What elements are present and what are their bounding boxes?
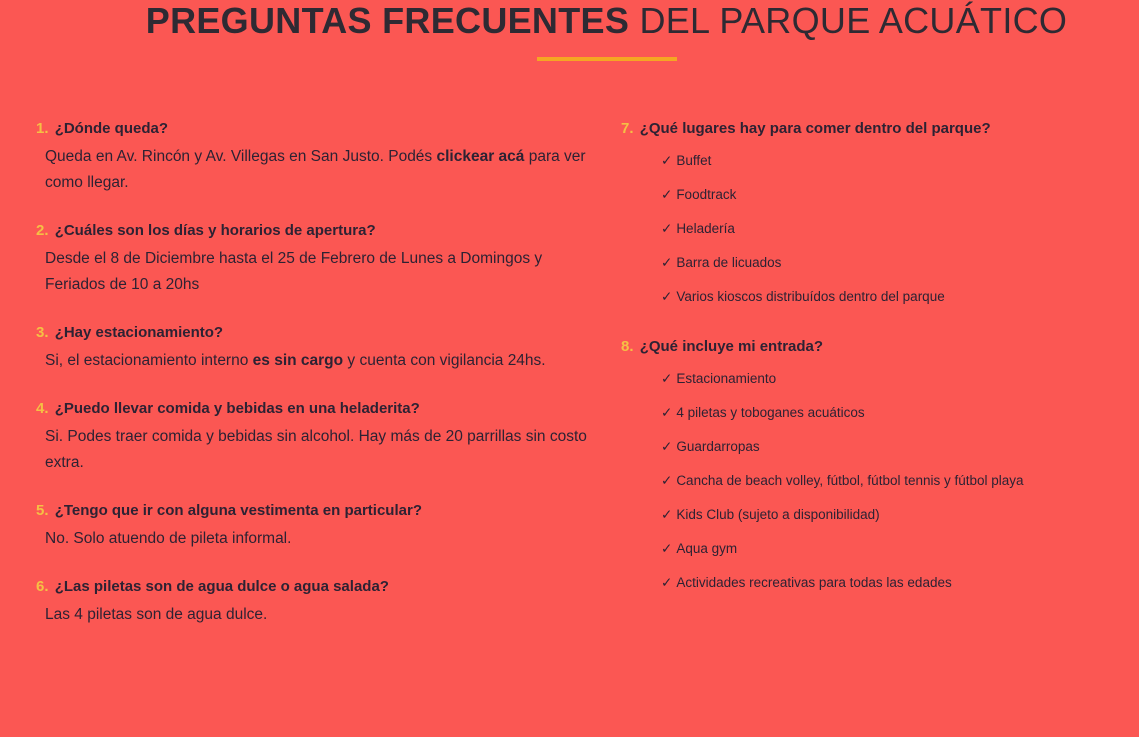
check-icon: ✓: [661, 255, 673, 270]
faq-answer: [45, 348, 596, 374]
faq-question: [36, 220, 596, 242]
check-icon: ✓: [661, 187, 673, 202]
faq-answer-text: Si, el estacionamiento interno: [45, 352, 253, 369]
faq-question: [36, 118, 596, 140]
check-icon: ✓: [661, 575, 673, 590]
list-item: [661, 246, 1121, 280]
page-title-rest: DEL PARQUE ACUÁTICO: [629, 0, 1068, 41]
list-item: [661, 362, 1121, 396]
faq-item-8: [621, 336, 1121, 600]
page-title: [0, 0, 1139, 42]
directions-link[interactable]: clickear acá: [436, 148, 525, 165]
check-icon: ✓: [661, 405, 673, 420]
faq-answer-text: y cuenta con vigilancia 24hs.: [343, 352, 546, 369]
check-icon: ✓: [661, 153, 673, 168]
faq-answer: [45, 144, 596, 196]
faq-question-text: ¿Tengo que ir con alguna vestimenta en particular?: [54, 502, 422, 519]
list-item: [661, 566, 1121, 600]
list-item-label: Varios kioscos distribuídos dentro del parque: [676, 289, 945, 304]
faq-question-text: ¿Puedo llevar comida y bebidas en una heladerita?: [54, 400, 420, 417]
faq-number: 7.: [621, 120, 634, 137]
faq-item-4: [36, 398, 596, 476]
faq-answer-text: Queda en Av. Rincón y Av. Villegas en San Justo. Podés: [45, 148, 437, 165]
faq-item-6: [36, 576, 596, 628]
faq-number: 3.: [36, 324, 49, 341]
faq-item-5: [36, 500, 596, 552]
list-item-label: Buffet: [676, 153, 712, 168]
faq-item-1: [36, 118, 596, 196]
list-item: [661, 178, 1121, 212]
check-icon: ✓: [661, 473, 673, 488]
list-item-label: Kids Club (sujeto a disponibilidad): [676, 507, 880, 522]
faq-number: 2.: [36, 222, 49, 239]
list-item-label: Barra de licuados: [676, 255, 782, 270]
list-item: [661, 464, 1121, 498]
faq-question-text: ¿Dónde queda?: [54, 120, 169, 137]
faq-number: 6.: [36, 578, 49, 595]
list-item: [661, 280, 1121, 314]
list-item: [661, 144, 1121, 178]
list-item-label: Estacionamiento: [676, 371, 777, 386]
faq-answer: Las 4 piletas son de agua dulce.: [45, 606, 268, 623]
faq-item-7: [621, 118, 1121, 314]
faq-question: [621, 336, 1121, 358]
faq-answer: Desde el 8 de Diciembre hasta el 25 de Febrero de Lunes a Domingos y Feriados de 10 a 20hs: [45, 250, 543, 293]
check-icon: ✓: [661, 541, 673, 556]
faq-number: 5.: [36, 502, 49, 519]
list-item: [661, 396, 1121, 430]
list-item: [661, 532, 1121, 566]
list-item-label: Aqua gym: [676, 541, 738, 556]
title-underline: [537, 57, 677, 61]
list-item-label: 4 piletas y toboganes acuáticos: [676, 405, 865, 420]
faq-question-text: ¿Cuáles son los días y horarios de apertura?: [54, 222, 376, 239]
list-item-label: Actividades recreativas para todas las edades: [676, 575, 952, 590]
faq-column-right: [621, 118, 1121, 622]
faq-question: [36, 500, 596, 522]
faq-number: 8.: [621, 338, 634, 355]
faq-answer-emphasis: es sin cargo: [252, 352, 344, 369]
faq-number: 1.: [36, 120, 49, 137]
faq-question-text: ¿Las piletas son de agua dulce o agua salada?: [54, 578, 389, 595]
check-icon: ✓: [661, 289, 673, 304]
check-icon: ✓: [661, 221, 673, 236]
faq-question-text: ¿Qué incluye mi entrada?: [639, 338, 824, 355]
check-icon: ✓: [661, 371, 673, 386]
faq-question: [621, 118, 1121, 140]
faq-question: [36, 576, 596, 598]
faq-answer: Si. Podes traer comida y bebidas sin alcohol. Hay más de 20 parrillas sin costo extra.: [45, 428, 587, 471]
check-icon: ✓: [661, 507, 673, 522]
faq-question: [36, 398, 596, 420]
list-item-label: Heladería: [676, 221, 735, 236]
list-item: [661, 430, 1121, 464]
faq-question-text: ¿Qué lugares hay para comer dentro del parque?: [639, 120, 991, 137]
page-title-bold: PREGUNTAS FRECUENTES: [145, 0, 630, 41]
included-list: [661, 362, 1121, 600]
faq-number: 4.: [36, 400, 49, 417]
faq-question-text: ¿Hay estacionamiento?: [54, 324, 224, 341]
check-icon: ✓: [661, 439, 673, 454]
list-item: [661, 212, 1121, 246]
faq-item-3: [36, 322, 596, 374]
list-item-label: Guardarropas: [676, 439, 760, 454]
food-options-list: [661, 144, 1121, 314]
faq-answer: No. Solo atuendo de pileta informal.: [45, 530, 292, 547]
list-item-label: Foodtrack: [676, 187, 737, 202]
faq-question: [36, 322, 596, 344]
list-item-label: Cancha de beach volley, fútbol, fútbol tennis y fútbol playa: [676, 473, 1024, 488]
list-item: [661, 498, 1121, 532]
faq-item-2: [36, 220, 596, 298]
faq-answer-text: para ver como llegar.: [45, 148, 586, 191]
faq-column-left: [36, 118, 596, 652]
